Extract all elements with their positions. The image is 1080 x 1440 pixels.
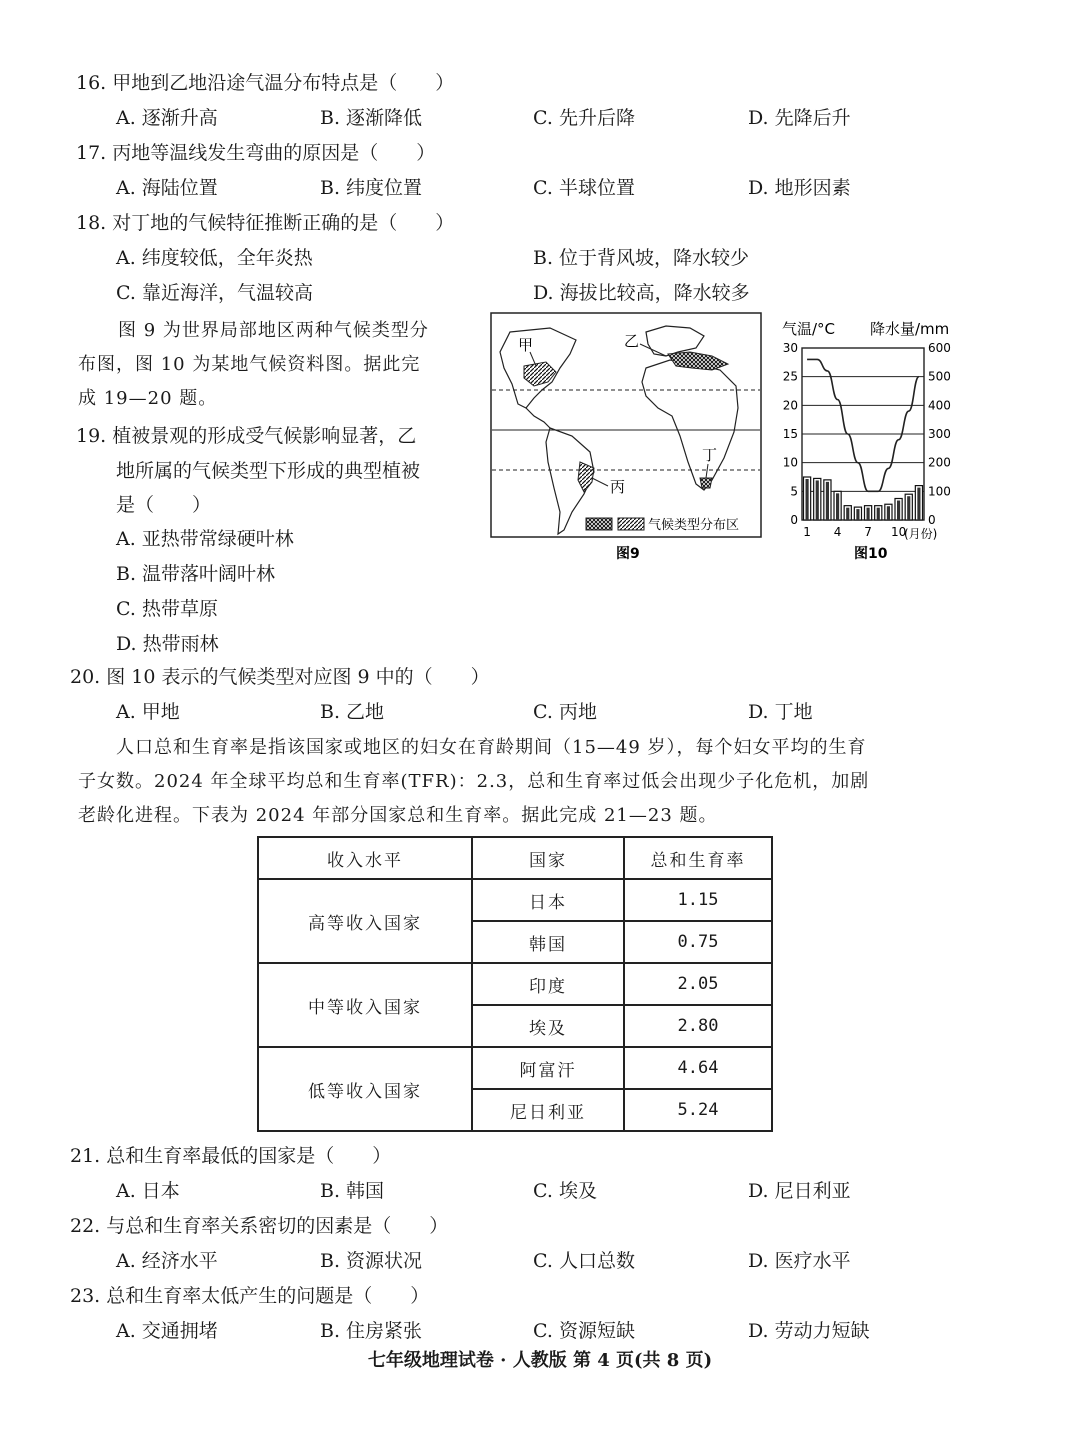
x-tick: 1 (803, 525, 811, 539)
fertility-rate-table (257, 836, 773, 1132)
x-tick: 7 (864, 525, 872, 539)
q22-option-b: B. 资源状况 (320, 1250, 423, 1272)
q19-option-a: A. 亚热带常绿硬叶林 (116, 528, 294, 550)
income-level-cell: 高等收入国家 (258, 879, 472, 963)
y-left-tick: 25 (782, 369, 798, 384)
q20-option-d: D. 丁地 (748, 701, 813, 723)
country-cell: 埃及 (472, 1005, 624, 1047)
precipitation-bar-fill (816, 480, 819, 520)
tfr-cell: 0.75 (624, 921, 772, 963)
country-cell: 日本 (472, 879, 624, 921)
country-cell: 阿富汗 (472, 1047, 624, 1089)
q17-stem: 17. 丙地等温线发生弯曲的原因是（ ） (76, 142, 436, 164)
intro-19-line1: 图 9 为世界局部地区两种气候类型分 (118, 320, 429, 341)
legend-swatch-hatch (618, 518, 644, 530)
label-yi: 乙 (624, 332, 640, 350)
precipitation-bar-fill (826, 482, 829, 520)
page-footer: 七年级地理试卷 · 人教版 第 4 页(共 8 页) (367, 1350, 713, 1371)
q23-option-a: A. 交通拥堵 (116, 1320, 218, 1342)
q22-stem: 22. 与总和生育率关系密切的因素是（ ） (70, 1215, 449, 1237)
y-right-axis-label: 降水量/mm (870, 320, 950, 338)
label-jia: 甲 (518, 336, 534, 354)
precipitation-bar-fill (877, 508, 880, 520)
tfr-cell: 1.15 (624, 879, 772, 921)
q16-option-b: B. 逐渐降低 (320, 107, 423, 129)
precipitation-bar-fill (867, 508, 870, 520)
q17-option-b: B. 纬度位置 (320, 177, 423, 199)
q18-option-d: D. 海拔比较高，降水较多 (533, 282, 750, 304)
table-row (258, 1047, 772, 1089)
y-left-tick: 20 (782, 398, 798, 413)
q16-stem: 16. 甲地到乙地沿途气温分布特点是（ ） (76, 72, 455, 94)
precipitation-bar-fill (897, 501, 900, 521)
q21-option-b: B. 韩国 (320, 1180, 385, 1202)
q23-option-b: B. 住房紧张 (320, 1320, 423, 1342)
table-row (258, 879, 772, 921)
tfr-cell: 4.64 (624, 1047, 772, 1089)
q22-option-a: A. 经济水平 (116, 1250, 218, 1272)
passage-line2: 子女数。2024 年全球平均总和生育率(TFR)：2.3，总和生育率过低会出现少子化危机，加剧 (78, 771, 870, 792)
q18-option-a: A. 纬度较低，全年炎热 (116, 247, 313, 269)
q19-option-b: B. 温带落叶阔叶林 (116, 563, 276, 585)
q17-option-d: D. 地形因素 (748, 177, 851, 199)
precipitation-bar-fill (917, 488, 920, 520)
precipitation-bar-fill (806, 479, 809, 520)
q18-option-b: B. 位于背风坡，降水较少 (533, 247, 750, 269)
label-ding: 丁 (702, 446, 718, 464)
region-ding (700, 478, 712, 488)
y-right-tick: 500 (928, 369, 951, 384)
country-cell: 尼日利亚 (472, 1089, 624, 1131)
y-left-tick: 15 (782, 427, 798, 441)
q23-option-d: D. 劳动力短缺 (748, 1320, 870, 1342)
q21-option-a: A. 日本 (116, 1180, 180, 1202)
intro-19-line3: 成 19—20 题。 (78, 388, 218, 409)
q17-option-c: C. 半球位置 (533, 177, 635, 199)
header-tfr: 总和生育率 (624, 837, 772, 879)
tfr-cell: 2.05 (624, 963, 772, 1005)
figure-9-map (490, 312, 766, 564)
header-income-level: 收入水平 (258, 837, 472, 879)
q19-option-d: D. 热带雨林 (116, 633, 219, 655)
y-right-tick: 100 (928, 484, 951, 499)
tfr-cell: 2.80 (624, 1005, 772, 1047)
intro-19-line2: 布图，图 10 为某地气候资料图。据此完 (78, 354, 421, 375)
q16-option-c: C. 先升后降 (533, 107, 635, 129)
q22-option-d: D. 医疗水平 (748, 1250, 851, 1272)
figure-9-caption: 图9 (616, 546, 640, 562)
q21-option-c: C. 埃及 (533, 1180, 597, 1202)
y-right-tick: 200 (928, 455, 951, 470)
precipitation-bar-fill (856, 509, 859, 520)
q20-option-c: C. 丙地 (533, 701, 597, 723)
y-left-tick: 30 (782, 341, 798, 355)
precipitation-bar-fill (836, 493, 839, 520)
q20-option-a: A. 甲地 (116, 701, 180, 723)
income-level-cell: 中等收入国家 (258, 963, 472, 1047)
q19-stem-line2: 地所属的气候类型下形成的典型植被 (116, 460, 421, 482)
q20-option-b: B. 乙地 (320, 701, 385, 723)
header-country: 国家 (472, 837, 624, 879)
q16-option-a: A. 逐渐升高 (116, 107, 218, 129)
precipitation-bar-fill (887, 506, 890, 520)
label-bing: 丙 (610, 478, 626, 496)
temperature-line (807, 359, 919, 491)
precipitation-bar-fill (907, 496, 910, 520)
figure-10-caption: 图10 (854, 546, 888, 562)
q23-option-c: C. 资源短缺 (533, 1320, 635, 1342)
y-left-tick: 10 (782, 455, 798, 470)
q17-option-a: A. 海陆位置 (116, 177, 218, 199)
x-tick: 4 (833, 525, 842, 539)
y-right-tick: 0 (928, 513, 936, 527)
y-left-axis-label: 气温/°C (782, 320, 836, 338)
legend-label: 气候类型分布区 (648, 518, 740, 533)
precipitation-bar-fill (846, 508, 849, 520)
y-left-tick: 0 (790, 513, 798, 527)
tfr-cell: 5.24 (624, 1089, 772, 1131)
passage-line3: 老龄化进程。下表为 2024 年部分国家总和生育率。据此完成 21—23 题。 (78, 805, 718, 826)
q19-stem-line1: 19. 植被景观的形成受气候影响显著，乙 (76, 425, 417, 447)
q18-stem: 18. 对丁地的气候特征推断正确的是（ ） (76, 212, 455, 234)
y-right-tick: 400 (928, 398, 951, 413)
q21-stem: 21. 总和生育率最低的国家是（ ） (70, 1145, 392, 1167)
table-row (258, 963, 772, 1005)
y-right-tick: 300 (928, 427, 951, 441)
y-left-tick: 5 (790, 484, 798, 499)
country-cell: 韩国 (472, 921, 624, 963)
income-level-cell: 低等收入国家 (258, 1047, 472, 1131)
q23-stem: 23. 总和生育率太低产生的问题是（ ） (70, 1285, 430, 1307)
figure-10-climate-chart (774, 314, 960, 564)
legend-swatch-cross (586, 518, 612, 530)
y-right-tick: 600 (928, 341, 951, 355)
table-header-row (258, 837, 772, 879)
q16-option-d: D. 先降后升 (748, 107, 851, 129)
x-tick: 10 (890, 525, 907, 539)
q21-option-d: D. 尼日利亚 (748, 1180, 851, 1202)
q18-option-c: C. 靠近海洋，气温较高 (116, 282, 313, 304)
x-axis-label: (月份) (904, 527, 938, 541)
q22-option-c: C. 人口总数 (533, 1250, 635, 1272)
q20-stem: 20. 图 10 表示的气候类型对应图 9 中的（ ） (70, 666, 490, 688)
country-cell: 印度 (472, 963, 624, 1005)
passage-line1: 人口总和生育率是指该国家或地区的妇女在育龄期间（15—49 岁），每个妇女平均的生育 (116, 737, 867, 758)
q19-option-c: C. 热带草原 (116, 598, 218, 620)
q19-stem-line3: 是（ ） (116, 494, 212, 516)
